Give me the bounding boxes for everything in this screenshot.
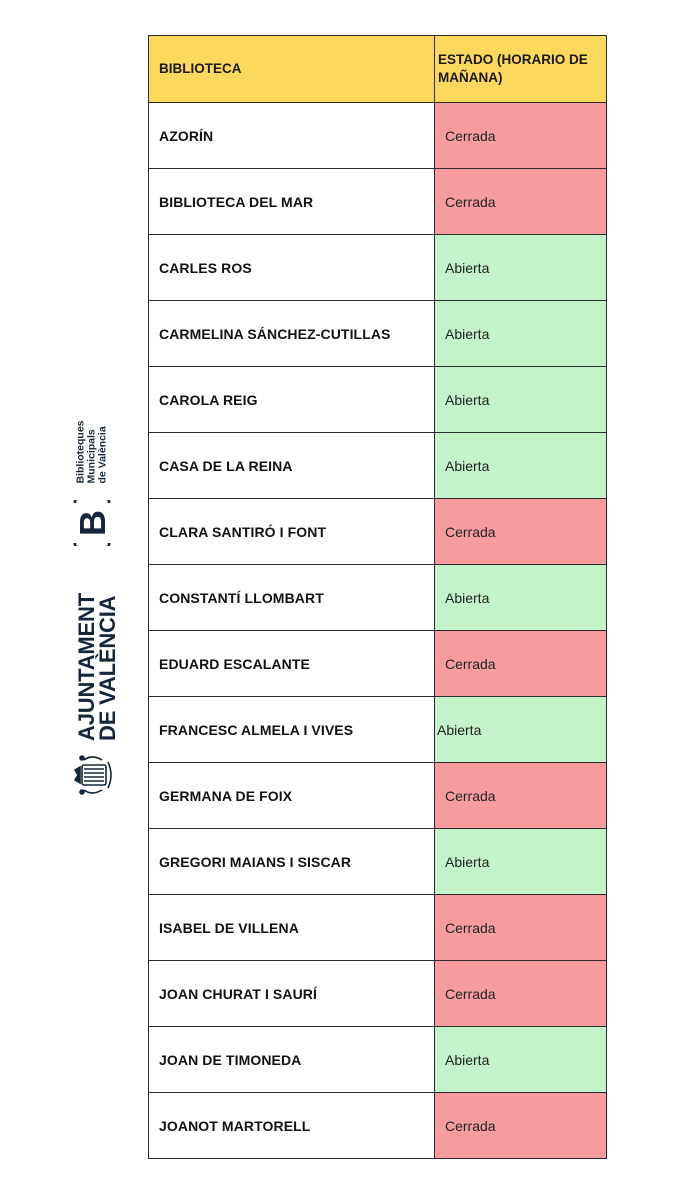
table-body — [149, 103, 607, 1159]
library-name-cell: CONSTANTÍ LLOMBART — [149, 565, 435, 631]
library-name-cell: CAROLA REIG — [149, 367, 435, 433]
table-header-row — [149, 36, 607, 103]
ajuntament-line: AJUNTAMENT — [74, 593, 99, 741]
status-cell: Cerrada — [435, 961, 607, 1027]
status-cell: Cerrada — [435, 499, 607, 565]
logo-column — [0, 0, 150, 1200]
library-name-cell: GREGORI MAIANS I SISCAR — [149, 829, 435, 895]
status-cell: Cerrada — [435, 895, 607, 961]
table-row — [149, 301, 607, 367]
table-row — [149, 433, 607, 499]
library-name-cell: ISABEL DE VILLENA — [149, 895, 435, 961]
table-row — [149, 169, 607, 235]
table-row — [149, 697, 607, 763]
bibliotecas-logo-text — [76, 420, 109, 483]
status-cell: Abierta — [435, 235, 607, 301]
header-biblioteca: BIBLIOTECA — [149, 36, 435, 103]
status-cell: Cerrada — [435, 631, 607, 697]
status-cell: Abierta — [435, 829, 607, 895]
library-name-cell: AZORÍN — [149, 103, 435, 169]
table-row — [149, 961, 607, 1027]
table-row — [149, 829, 607, 895]
b-letter: B — [72, 510, 113, 536]
library-name-cell: CARMELINA SÁNCHEZ-CUTILLAS — [149, 301, 435, 367]
valencia-crest-icon — [64, 752, 122, 798]
status-cell: Abierta — [435, 301, 607, 367]
table-row — [149, 367, 607, 433]
table-row — [149, 103, 607, 169]
status-cell: Abierta — [435, 367, 607, 433]
library-name-cell: BIBLIOTECA DEL MAR — [149, 169, 435, 235]
table-row — [149, 235, 607, 301]
table-row — [149, 763, 607, 829]
table-row — [149, 631, 607, 697]
library-name-cell: GERMANA DE FOIX — [149, 763, 435, 829]
library-name-cell: EDUARD ESCALANTE — [149, 631, 435, 697]
library-name-cell: CLARA SANTIRÓ I FONT — [149, 499, 435, 565]
library-name-cell: JOAN CHURAT I SAURÍ — [149, 961, 435, 1027]
library-name-cell: FRANCESC ALMELA I VIVES — [149, 697, 435, 763]
library-name-cell: CARLES ROS — [149, 235, 435, 301]
library-status-table — [148, 35, 607, 1159]
table-row — [149, 565, 607, 631]
ajuntament-logo-text — [76, 593, 118, 741]
bibliotecas-b-logo-icon — [64, 500, 120, 546]
status-cell: Cerrada — [435, 169, 607, 235]
table-row — [149, 895, 607, 961]
table-row — [149, 1027, 607, 1093]
bibliotecas-line: Municipals — [85, 429, 98, 484]
bibliotecas-line: Biblioteques — [74, 420, 87, 484]
table-row — [149, 1093, 607, 1159]
status-cell: Abierta — [435, 433, 607, 499]
bibliotecas-line: de València — [96, 426, 109, 484]
status-cell: Abierta — [435, 697, 607, 763]
status-cell: Cerrada — [435, 1093, 607, 1159]
status-cell: Abierta — [435, 1027, 607, 1093]
table-row — [149, 499, 607, 565]
library-name-cell: JOAN DE TIMONEDA — [149, 1027, 435, 1093]
status-cell: Cerrada — [435, 763, 607, 829]
status-cell: Abierta — [435, 565, 607, 631]
status-cell: Cerrada — [435, 103, 607, 169]
ajuntament-line: DE VALÈNCIA — [95, 595, 120, 741]
library-name-cell: JOANOT MARTORELL — [149, 1093, 435, 1159]
header-estado: ESTADO (HORARIO DE MAÑANA) — [435, 36, 607, 103]
library-name-cell: CASA DE LA REINA — [149, 433, 435, 499]
